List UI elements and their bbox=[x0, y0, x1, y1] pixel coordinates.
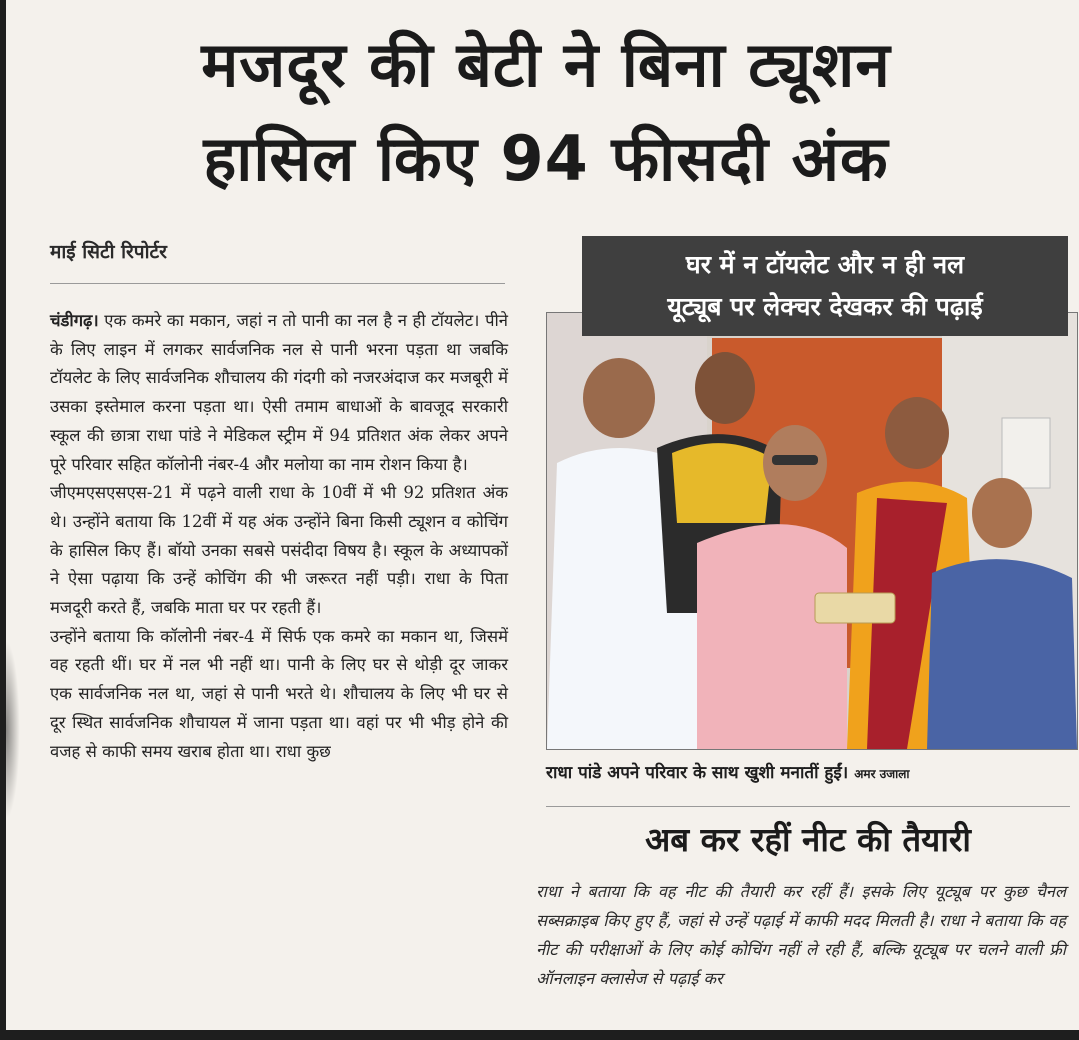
bottom-bar bbox=[0, 1030, 1079, 1040]
family-photo bbox=[546, 312, 1078, 750]
caption-text: राधा पांडे अपने परिवार के साथ खुशी मनातीं हुईं। bbox=[546, 763, 849, 783]
article-paragraph bbox=[50, 306, 508, 479]
byline-divider bbox=[50, 283, 505, 284]
photo-caption bbox=[546, 760, 1074, 783]
photo-label-line-2: यूट्यूब पर लेक्चर देखकर की पढ़ाई bbox=[667, 292, 983, 321]
dateline-place: चंडीगढ़। bbox=[50, 310, 99, 330]
article-paragraph: उन्होंने बताया कि कॉलोनी नंबर-4 में सिर्फ एक कमरे का मकान था, जिसमें वह रहती थीं। घर में नल भी नहीं था। पानी के लिए घर से थोड़ी दूर जाकर एक सार्वजनिक नल था, जहां से पानी भरते थे। शौचालय के लिए भी घर से दूर स्थित सार्वजनिक शौचायल में जाना पड़ता था। वहां पर भी भीड़ होने की वजह से काफी समय खराब होता था। राधा कुछ bbox=[50, 626, 508, 761]
headline-line-2: हासिल किए 94 फीसदी अंक bbox=[203, 122, 889, 195]
newspaper-page bbox=[6, 0, 1079, 1040]
photo-credit: अमर उजाला bbox=[854, 767, 910, 781]
article-lead-text: एक कमरे का मकान, जहां न तो पानी का नल है न ही टॉयलेट। पीने के लिए लाइन में लगकर सार्वजनिक नल से पानी भरना पड़ता था जबकि टॉयलेट के लिए सार्वजनिक शौचालय की गंदगी को नजरअंदाज कर मजबूरी में उसका इस्तेमाल करना पड़ता था। ऐसी तमाम बाधाओं के बावजूद सरकारी स्कूल की छात्रा राधा पांडे ने मेडिकल स्ट्रीम में 94 प्रतिशत अंक लेकर अपने पूरे परिवार सहित कॉलोनी नंबर-4 और मलोया का नाम रोशन किया है। bbox=[50, 311, 508, 474]
page-edge-shadow bbox=[6, 640, 20, 820]
photo-label-line-1: घर में न टॉयलेट और न ही नल bbox=[685, 250, 965, 279]
article-body bbox=[50, 306, 508, 766]
family-photo-illustration bbox=[547, 313, 1077, 749]
byline: माई सिटी रिपोर्टर bbox=[50, 241, 167, 263]
article-paragraph: जीएमएसएसएस-21 में पढ़ने वाली राधा के 10वीं में भी 92 प्रतिशत अंक थे। उन्होंने बताया कि 12वीं में यह अंक उन्होंने बिना किसी ट्यूशन व कोचिंग के हासिल किए हैं। बॉयो उनका सबसे पसंदीदा विषय है। स्कूल के अध्यापकों ने ऐसा पढ़ाया कि उन्हें कोचिंग की भी जरूरत नहीं पड़ी। राधा के पिता मजदूरी करते हैं, जबकि माता घर पर रहती हैं। bbox=[50, 483, 508, 618]
photo-overlay-label bbox=[582, 236, 1068, 336]
headline bbox=[36, 18, 1056, 206]
right-column-text: राधा ने बताया कि वह नीट की तैयारी कर रहीं हैं। इसके लिए यूट्यूब पर कुछ चैनल सब्सक्राइब किए हुए हैं, जहां से उन्हें पढ़ाई में काफी मदद मिलती है। राधा ने बताया कि वह नीट की परीक्षाओं के लिए कोई कोचिंग नहीं ले रही हैं, बल्कि यूट्यूब पर चलने वाली फ्री ऑनलाइन क्लासेज से पढ़ाई कर bbox=[536, 882, 1066, 988]
headline-line-1: मजदूर की बेटी ने बिना ट्यूशन bbox=[201, 28, 891, 101]
subheading: अब कर रहीं नीट की तैयारी bbox=[546, 806, 1070, 867]
